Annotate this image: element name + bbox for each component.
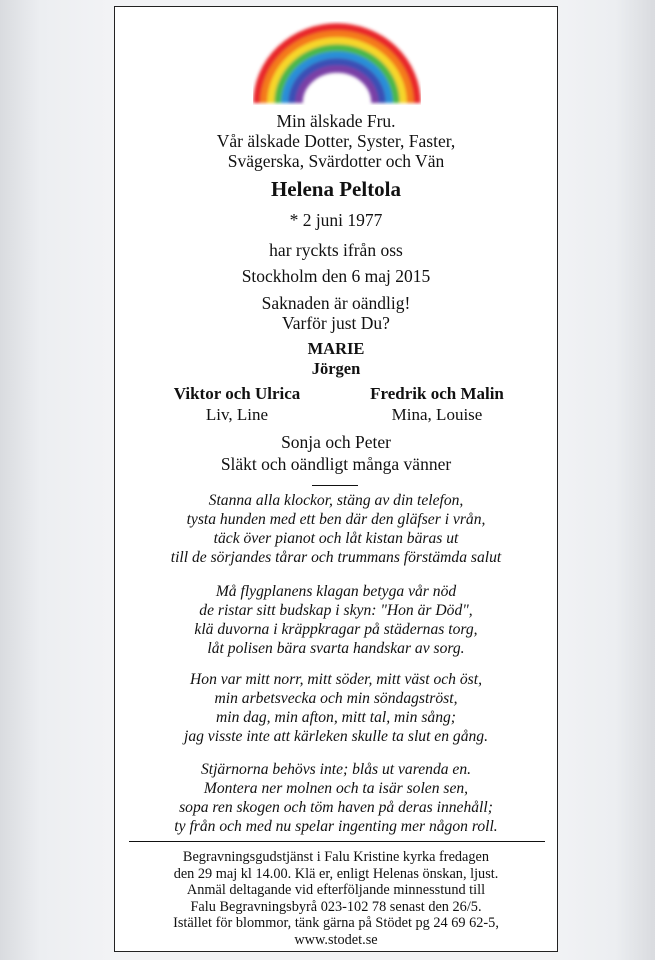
poem-stanza-3: Hon var mitt norr, mitt söder, mitt väst och öst, min arbetsvecka och min söndagströst, min dag, min afton, mitt tal, min sång; jag visste inte att kärleken skulle ta slut en gång. (183, 671, 489, 745)
closest-family: MARIE Jörgen (307, 339, 365, 378)
poem-stanza-4: Stjärnorna behövs inte; blås ut varenda en. Montera ner molnen och ta isär solen sen, sopa ren skogen och töm haven på deras innehåll; ty från och med nu spelar ingenting mer någon roll. (174, 761, 498, 835)
short-divider (312, 485, 358, 486)
passing-info: har ryckts ifrån oss Stockholm den 6 maj 2015 (241, 240, 431, 286)
family-left: Viktor och Ulrica Liv, Line (173, 384, 301, 424)
deceased-name: Helena Peltola (270, 177, 402, 201)
relatives: Sonja och Peter Släkt och oändligt många vänner (220, 432, 452, 474)
intro-text: Min älskade Fru. Vår älskade Dotter, Syster, Faster, Svägerska, Svärdotter och Vän (216, 111, 456, 171)
family-right: Fredrik och Malin Mina, Louise (370, 384, 504, 424)
funeral-info: Begravningsgudstjänst i Falu Kristine kyrka fredagen den 29 maj kl 14.00. Klä er, enligt Helenas önskan, ljust. Anmäl deltagande vid efterföljande minnesstund till Falu Begravningsbyrå 023-102 78 senast den 26/5. Istället för blommor, tänk gärna på Stödet pg 24 69 62-5, www.stodet.se (173, 849, 499, 948)
long-divider (129, 841, 545, 842)
poem-stanza-1: Stanna alla klockor, stäng av din telefon, tysta hunden med ett ben där den gläfser i vrån, täck över pianot och låt kistan bäras ut till de sörjandes tårar och trummans förstämda salut (170, 492, 502, 566)
obituary-card (114, 6, 558, 952)
birth-date: * 2 juni 1977 (289, 210, 383, 230)
poem-stanza-2: Må flygplanens klagan betyga vår nöd de ristar sitt budskap i skyn: "Hon är Död", klä duvorna i kräppkragar på städernas torg, låt polisen bära svarta handskar av sorg. (194, 583, 478, 657)
rainbow-icon (253, 21, 421, 105)
sorrow-text: Saknaden är oändlig! Varför just Du? (261, 293, 411, 333)
